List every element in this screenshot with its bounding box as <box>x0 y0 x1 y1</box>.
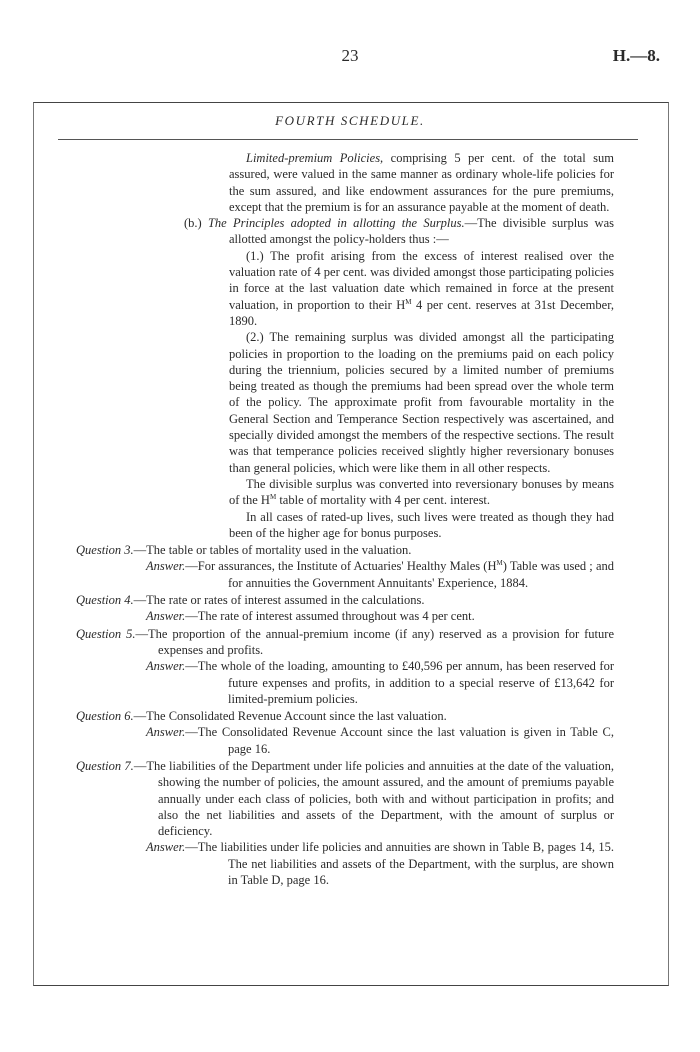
question-5-label: Question 5. <box>76 626 136 641</box>
question-4-text: —The rate or rates of interest assumed in the calculations. <box>133 593 425 608</box>
principles-number: (b.) <box>184 216 208 231</box>
point-1-text-before: (1.) The profit arising from the excess of interest realised over the valuation rate of 4 per cent. was divided amongst those participating policies in force at the last valuation date which remained in force at the present valuation, in proportion to their H <box>229 248 614 312</box>
document-code: H.—8. <box>612 46 660 65</box>
point-2-text: (2.) The remaining surplus was divided amongst all the participating policies in proportion to the loading on the premiums paid on each policy during the triennium, policies secured by a limited number of premiums being treated as though the premiums had been spread over the whole term of the policy. The approximate profit from favourable mortality in the General Section and Temperance Section respectively was ascertained, and specially divided amongst the members of the respective sections. The result was that temperance policies received slightly higher reversionary bonuses than general policies, which were like them in all other respects. <box>229 330 614 475</box>
answer-5 <box>146 658 614 707</box>
conversion-paragraph <box>229 476 614 509</box>
point-1-superscript: M <box>405 297 412 306</box>
conversion-superscript: M <box>269 493 277 502</box>
question-5-text: —The proportion of the annual-premium income (if any) reserved as a provision for future expenses and profits. <box>135 626 614 657</box>
answer-3-superscript: M <box>496 559 503 568</box>
answer-4 <box>146 608 614 624</box>
point-2-paragraph <box>229 329 614 476</box>
question-3 <box>76 542 614 558</box>
question-7 <box>76 758 615 839</box>
answer-4-label: Answer. <box>146 609 186 624</box>
answer-7-text: —The liabilities under life policies and annuities are shown in Table B, pages 14, 15. The net liabilities and assets of the Department, with the surplus, are shown in Table D, page 16. <box>185 840 614 888</box>
answer-3-text-after: ) Table was used ; and for annuities the Government Annuitants' Experience, 1884. <box>228 559 614 590</box>
principles-paragraph <box>184 215 614 248</box>
question-5 <box>76 626 614 659</box>
rated-up-text: In all cases of rated-up lives, such lives were treated as though they had been of the higher age for bonus purposes. <box>229 509 614 540</box>
answer-6 <box>146 724 614 757</box>
conversion-text-after: table of mortality with 4 per cent. interest. <box>276 493 491 508</box>
answer-3 <box>146 558 614 591</box>
answer-3-label: Answer. <box>146 559 186 574</box>
answer-5-label: Answer. <box>146 659 186 674</box>
question-7-text: —The liabilities of the Department under life policies and annuities at the date of the valuation, showing the number of policies, the amount assured, and the amount of premiums payable annually under each class of policies, both with and without participation in profits; and also the net liabilities and assets of the Department, with the amount of surplus or deficiency. <box>133 758 615 839</box>
rated-up-paragraph <box>229 509 614 542</box>
answer-5-text: —The whole of the loading, amounting to £40,596 per annum, has been reserved for future expenses and profits, in addition to a special reserve of £13,642 for limited-premium policies. <box>185 659 614 706</box>
principles-heading: The Principles adopted in allotting the Surplus. <box>207 216 465 231</box>
question-4-label: Question 4. <box>76 593 134 608</box>
point-1-paragraph <box>229 248 614 329</box>
question-4 <box>76 592 614 608</box>
conversion-text-before: The divisible surplus was converted into reversionary bonuses by means of the H <box>229 476 614 508</box>
limited-premium-lead: Limited-premium Policies, <box>246 151 384 165</box>
question-6-label: Question 6. <box>76 709 134 724</box>
question-3-text: —The table or tables of mortality used in the valuation. <box>133 543 412 558</box>
question-7-label: Question 7. <box>76 758 134 773</box>
answer-6-label: Answer. <box>146 725 186 740</box>
schedule-title: FOURTH SCHEDULE. <box>275 113 425 128</box>
answer-4-text: —The rate of interest assumed throughout was 4 per cent. <box>185 609 475 624</box>
limited-premium-paragraph <box>229 150 614 215</box>
document-body <box>76 150 614 890</box>
answer-7-label: Answer. <box>146 840 186 855</box>
page-number: 23 <box>341 46 359 65</box>
answer-3-text-before: —For assurances, the Institute of Actuaries' Healthy Males (H <box>185 559 497 574</box>
principles-text: —The divisible surplus was allotted amongst the policy-holders thus :— <box>229 216 614 247</box>
question-6 <box>76 708 614 724</box>
answer-7 <box>146 839 614 888</box>
point-1-text-after: 4 per cent. reserves at 31st December, 1890. <box>229 297 614 328</box>
question-6-text: —The Consolidated Revenue Account since the last valuation. <box>133 709 447 724</box>
title-rule <box>58 139 638 140</box>
limited-premium-text: comprising 5 per cent. of the total sum assured, were valued in the same manner as ordinary whole-life policies for the sum assured, and like endowment assurances for the pure premiums, except that the premium is for an assurance payable at the moment of death. <box>229 151 614 214</box>
answer-6-text: —The Consolidated Revenue Account since the last valuation is given in Table C, page 16. <box>185 725 614 756</box>
question-3-label: Question 3. <box>76 543 134 558</box>
